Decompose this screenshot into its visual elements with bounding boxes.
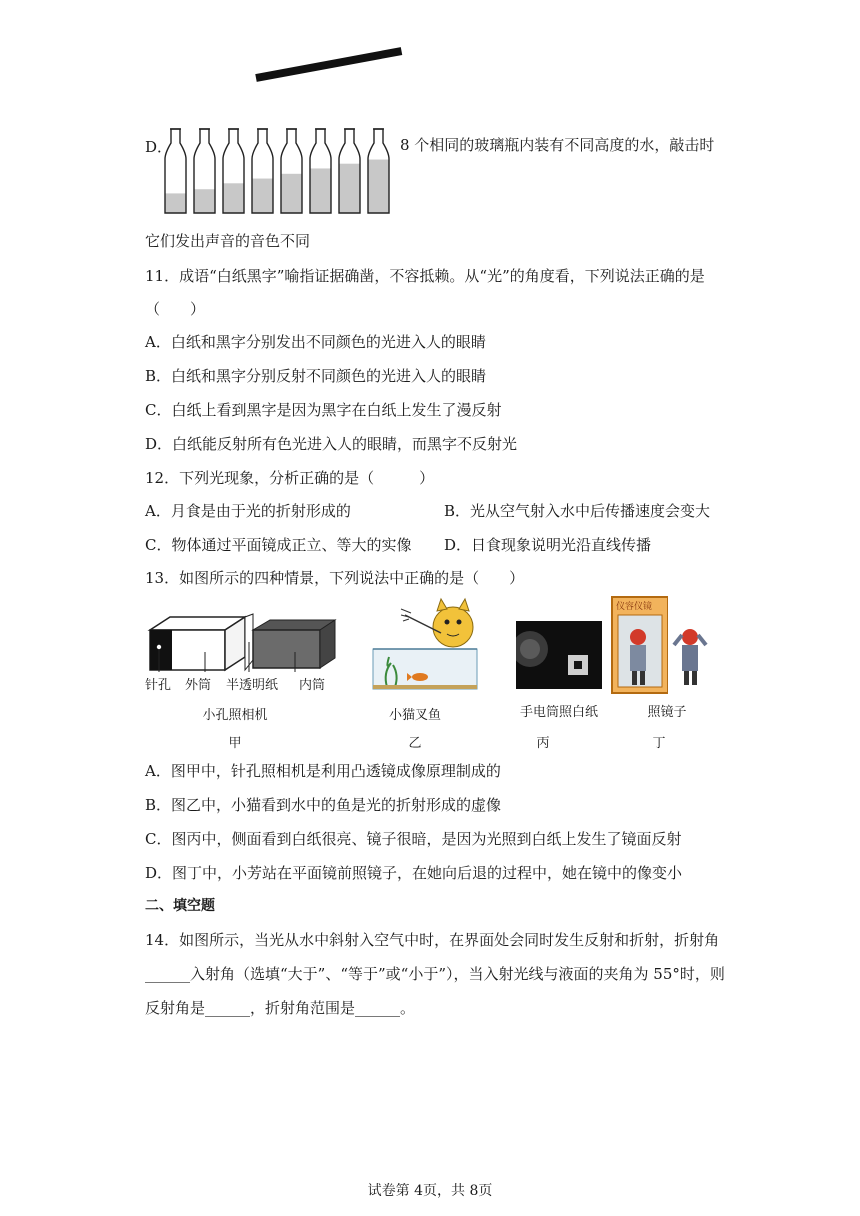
section-heading: 二、填空题	[145, 898, 215, 914]
q14-line3: 反射角是______，折射角范围是______。	[145, 999, 416, 1017]
bottle	[223, 129, 244, 213]
striking-stick	[255, 47, 402, 82]
yi-title: 小猫叉鱼	[388, 708, 441, 723]
jia-label: 甲	[228, 736, 242, 751]
bottle	[368, 129, 389, 213]
bottle	[194, 129, 215, 213]
q14-line2: ______入射角（选填“大于”、“等于”或“小于”），当入射光线与液面的夹角为 55°时，则	[145, 965, 725, 983]
q13-option-b: B．图乙中，小猫看到水中的鱼是光的折射形成的虚像	[145, 796, 502, 814]
bottle-water	[194, 189, 215, 213]
q11-stem: 11．成语“白纸黑字”喻指证据确凿，不容抵赖。从“光”的角度看，下列说法正确的是	[145, 267, 705, 285]
jia-part-inner-tube: 内筒	[299, 678, 326, 693]
bottle-water	[310, 168, 331, 213]
page-footer: 试卷第 4页，共 8页	[367, 1183, 493, 1199]
q10-option-d-text-b: 它们发出声音的音色不同	[145, 232, 311, 250]
bottle	[281, 129, 302, 213]
pinhole-camera-figure	[145, 612, 340, 672]
cat-fishing-figure	[365, 597, 480, 692]
q10-option-d-label: D．	[145, 138, 173, 156]
bottle	[339, 129, 360, 213]
q12-option-c: C．物体通过平面镜成正立、等大的实像	[145, 536, 412, 554]
q11-option-c: C．白纸上看到黑字是因为黑字在白纸上发生了漫反射	[145, 401, 502, 419]
bottle-water	[223, 183, 244, 213]
bottle	[252, 129, 273, 213]
q12-stem: 12．下列光现象，分析正确的是（ ）	[145, 469, 435, 487]
ding-label: 丁	[652, 736, 666, 751]
bottle	[310, 129, 331, 213]
bottle-water	[339, 164, 360, 213]
q11-option-d: D．白纸能反射所有色光进入人的眼睛，而黑字不反射光	[145, 435, 518, 453]
q13-option-c: C．图丙中，侧面看到白纸很亮、镜子很暗，是因为光照到白纸上发生了镜面反射	[145, 830, 682, 848]
bottle-water	[165, 193, 186, 213]
q12-option-b: B．光从空气射入水中后传播速度会变大	[444, 502, 711, 520]
q11-option-b: B．白纸和黑字分别反射不同颜色的光进入人的眼睛	[145, 367, 487, 385]
ding-title: 照镜子	[647, 705, 687, 720]
flashlight-paper-figure	[516, 621, 602, 689]
q12-option-a: A．月食是由于光的折射形成的	[145, 502, 351, 520]
jia-part-paper: 半透明纸	[226, 678, 279, 693]
jia-part-pinhole: 针孔	[145, 678, 172, 693]
bottle-water	[368, 160, 389, 213]
q11-stem-bracket: （ ）	[145, 300, 206, 318]
bing-label: 丙	[536, 736, 550, 751]
bottle-water	[281, 174, 302, 213]
bottle-water	[252, 179, 273, 213]
bottles-figure	[162, 125, 402, 217]
bottles-group	[165, 129, 389, 213]
yi-label: 乙	[408, 736, 422, 751]
q12-option-d: D．日食现象说明光沿直线传播	[444, 536, 652, 554]
q13-option-a: A．图甲中，针孔照相机是利用凸透镜成像原理制成的	[145, 762, 501, 780]
q13-option-d: D．图丁中，小芳站在平面镜前照镜子，在她向后退的过程中，她在镜中的像变小	[145, 864, 683, 882]
q10-option-d-text-a: 8 个相同的玻璃瓶内装有不同高度的水，敲击时	[400, 136, 715, 154]
jia-title: 小孔照相机	[202, 708, 268, 723]
bing-title: 手电筒照白纸	[519, 705, 598, 720]
mirror-sign: 仪容仪镜	[616, 602, 653, 612]
jia-part-outer-tube: 外筒	[185, 678, 212, 693]
q14-line1: 14．如图所示，当光从水中斜射入空气中时，在界面处会同时发生反射和折射，折射角	[145, 931, 720, 949]
bottle	[165, 129, 186, 213]
q11-option-a: A．白纸和黑字分别发出不同颜色的光进入人的眼睛	[145, 333, 486, 351]
q13-stem: 13．如图所示的四种情景，下列说法中正确的是（ ）	[145, 569, 525, 587]
